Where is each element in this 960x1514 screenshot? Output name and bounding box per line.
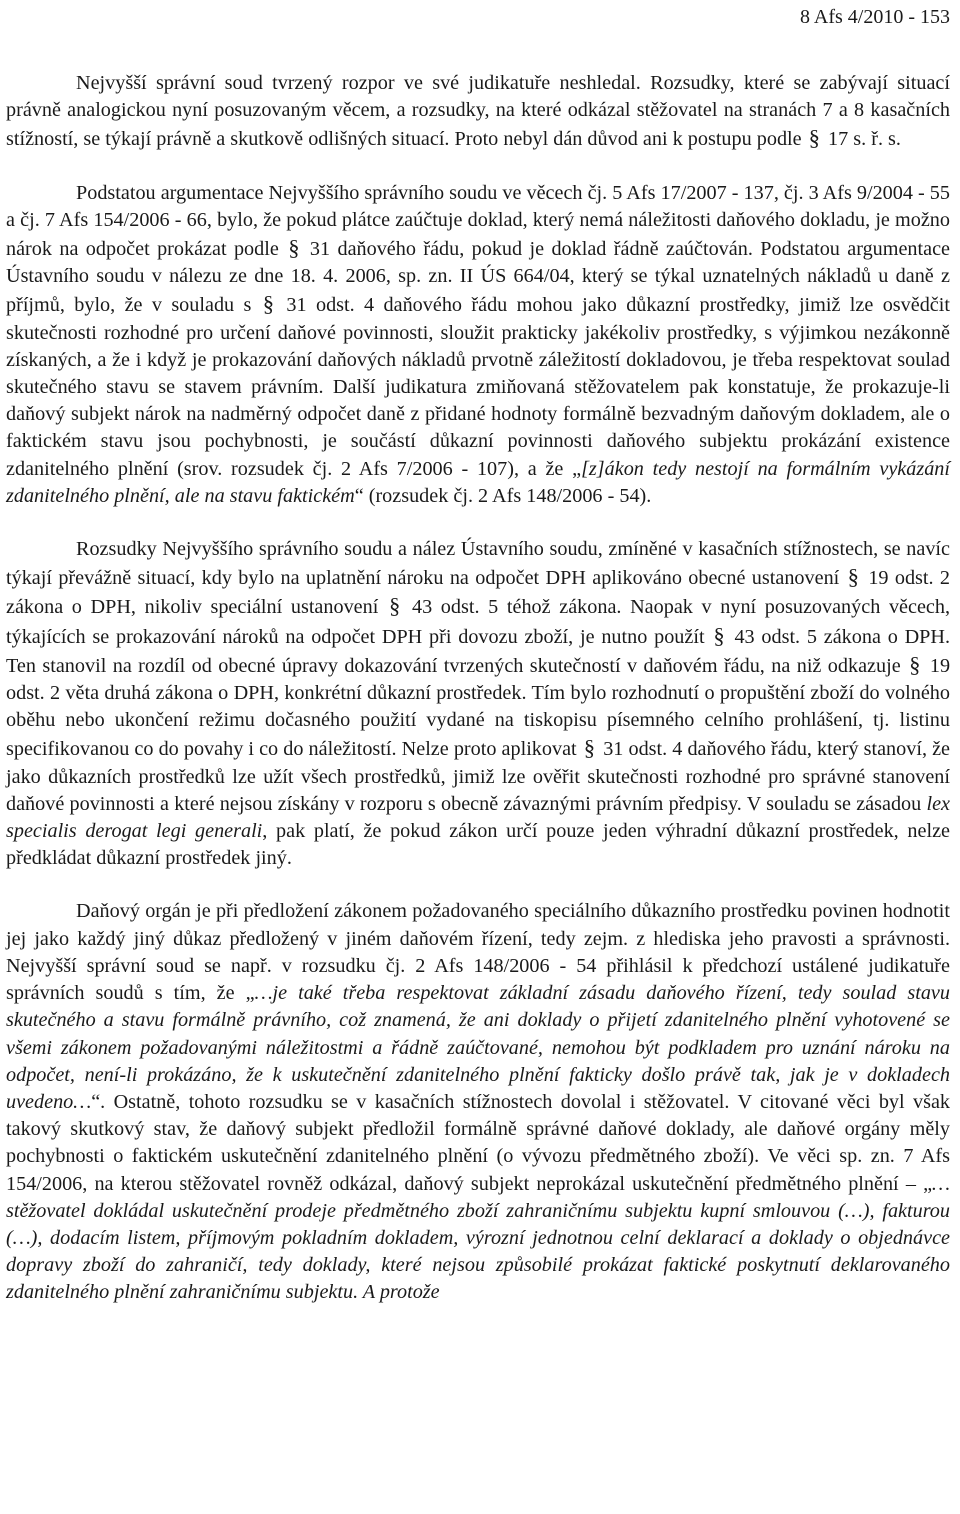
section-sign: § [288, 235, 300, 261]
document-body [6, 70, 950, 1333]
paragraph-4-quote-1: …je také třeba respektovat základní zásadu daňového řízení, tedy soulad stavu skutečného a stavu formálně právního, což znamená, že ani doklady o přijetí zdanitelného plnění vyhotovené se všemi zákonem požadovanými náležitostmi a řádně zaúčtované, nemohou být podkladem pro uznání nároku na odpočet, není-li prokázáno, že k uskutečnění zdanitelného plnění fakticky došlo právě tak, jak je v dokladech uvedeno… [6, 982, 950, 1113]
paragraph-3-text-g: , pak platí, že pokud zákon určí pouze jeden výhradní důkazní prostředek, nelze předkládat důkazní prostředek jiný. [6, 820, 950, 870]
paragraph-3-text-c: 43 odst. 5 téhož zákona. Naopak v nyní posuzovaných věcech, týkajících se prokazování nároků na odpočet DPH při dovozu zboží, je nutno použít [6, 596, 951, 648]
paragraph-1 [6, 70, 950, 154]
section-sign: § [262, 291, 275, 317]
section-sign: § [847, 564, 859, 590]
paragraph-1-text-a: Nejvyšší správní soud tvrzený rozpor ve své judikatuře neshledal. Rozsudky, které se zabývají situací právně analogickou nyní posuzovaným věcem, a rozsudky, na které odkázal stěžovatel na stranách 7 a 8 kasačních stížností, se týkají právně a skutkově odlišných situací. Proto nebyl dán důvod ani k postupu podle [6, 72, 950, 151]
paragraph-2-text-b: 31 daňového řádu, pokud je doklad řádně zaúčtován. Podstatou argumentace Ústavního soudu v nálezu ze dne 18. 4. 2006, sp. zn. II ÚS 664/04, který se týkal uznatelných nákladů u daně z příjmů, bylo, že v souladu s [6, 238, 951, 317]
section-sign: § [808, 125, 820, 151]
paragraph-2-text-a: Podstatou argumentace Nejvyššího správního soudu ve věcech čj. 5 Afs 17/2007 - 137, čj. 3 Afs 9/2004 - 55 a čj. 7 Afs 154/2006 - 66, bylo, že pokud plátce zaúčtuje doklad, který nemá náležitosti daňového dokladu, je možno nárok na odpočet prokázat podle [6, 181, 950, 261]
case-number-header: 8 Afs 4/2010 - 153 [800, 6, 950, 28]
paragraph-2 [6, 180, 950, 510]
paragraph-4-quote-2: …stěžovatel dokládal uskutečnění prodeje předmětného zboží zahraničnímu subjektu kupní smlouvou (…), fakturou (…), dodacím listem, příjmovým pokladním dokladem, výrozní jednotnou celní deklarací a doklady o objednávce dopravy zboží do zahraničí, tedy doklady, které nejsou způsobilé prokázat faktické poskytnutí deklarovaného zdanitelného plnění zahraničnímu subjektu. A protože [6, 1172, 950, 1304]
paragraph-4-text-a: Daňový orgán je při předložení zákonem požadovaného speciálního důkazního prostředku povinen hodnotit jej jako každý jiný důkaz předložený v jiném daňovém řízení, tedy zejm. z hlediska jeho pravosti a správnosti. Nejvyšší správní soud se např. v rozsudku čj. 2 Afs 148/2006 - 54 přihlásil k předchozí ustálené judikatuře správních soudů s tím, že „ [6, 900, 950, 1005]
section-sign: § [909, 651, 921, 677]
section-sign: § [389, 593, 401, 619]
paragraph-3-text-d: 43 odst. 5 zákona o DPH. Ten stanovil na rozdíl od obecné úpravy dokazování tvrzených skutečností v daňovém řádu, na niž odkazuje [6, 625, 950, 677]
section-sign: § [583, 735, 596, 761]
paragraph-3 [6, 536, 950, 872]
paragraph-3-text-a: Rozsudky Nejvyššího správního soudu a nález Ústavního soudu, zmíněné v kasačních stížnostech, se navíc týkají převážně situací, kdy bylo na uplatnění nároku na odpočet DPH aplikováno obecné ustanovení [6, 538, 950, 590]
paragraph-3-latin-maxim: lex specialis derogat legi generali [6, 792, 951, 843]
paragraph-3-text-f: 31 odst. 4 daňového řádu, který stanoví, že jako důkazních prostředků lze užít všech prostředků, jimiž lze ověřit skutečnosti rozhodné pro správné stanovení daňové povinnosti a které nejsou získány v rozporu s obecně závaznými právním předpisy. V souladu se zásadou [6, 738, 951, 815]
paragraph-2-quote: [z]ákon tedy nestojí na formálním vykázání zdanitelného plnění, ale na stavu faktickém [6, 457, 950, 507]
section-sign: § [713, 622, 725, 648]
paragraph-1-text-b: 17 s. ř. s. [828, 128, 901, 151]
paragraph-2-text-d: “ (rozsudek čj. 2 Afs 148/2006 - 54). [354, 484, 652, 507]
paragraph-3-text-e: 19 odst. 2 věta druhá zákona o DPH, konkrétní důkazní prostředek. Tím bylo rozhodnutí o propuštění zboží do volného oběhu nebo ukončení režimu dočasného použití vydané na tiskopisu písemného celního prohlášení, tj. listinu specifikovanou co do povahy i co do náležitostí. Nelze proto aplikovat [6, 654, 951, 761]
paragraph-4-text-b: “. Ostatně, tohoto rozsudku se v kasačních stížnostech dovolal i stěžovatel. V citované věci byl však takový skutkový stav, že daňový subjekt předložil formálně správné daňové doklady, ale daňové orgány měly pochybnosti o faktickém uskutečnění zdanitelného plnění (o vývozu předmětného zboží). Ve věci sp. zn. 7 Afs 154/2006, na kterou stěžovatel rovněž odkázal, daňový subjekt neprokázal uskutečnění předmětného plnění – „ [6, 1090, 950, 1195]
paragraph-4 [6, 898, 950, 1306]
paragraph-2-text-c: 31 odst. 4 daňového řádu mohou jako důkazní prostředky, jimiž lze osvědčit skutečnosti rozhodné pro určení daňové povinnosti, sloužit prakticky jakékoliv prostředky, s výjimkou nezákonně získaných, a že i když je prokazování daňových nákladů prvotně záležitostí dokladovou, je třeba respektovat soulad skutečného stavu se stavem právním. Další judikatura zmiňovaná stěžovatelem pak konstatuje, že prokazuje-li daňový subjekt nárok na nadměrný odpočet daně z přidané hodnoty formálně bezvadným daňovým dokladem, ale o faktickém stavu jsou pochybnosti, je součástí důkazní povinnosti daňového subjektu prokázání existence zdanitelného plnění (srov. rozsudek čj. 2 Afs 7/2006 - 107), a že „ [6, 294, 950, 480]
paragraph-3-text-b: 19 odst. 2 zákona o DPH, nikoliv speciální ustanovení [6, 567, 951, 619]
